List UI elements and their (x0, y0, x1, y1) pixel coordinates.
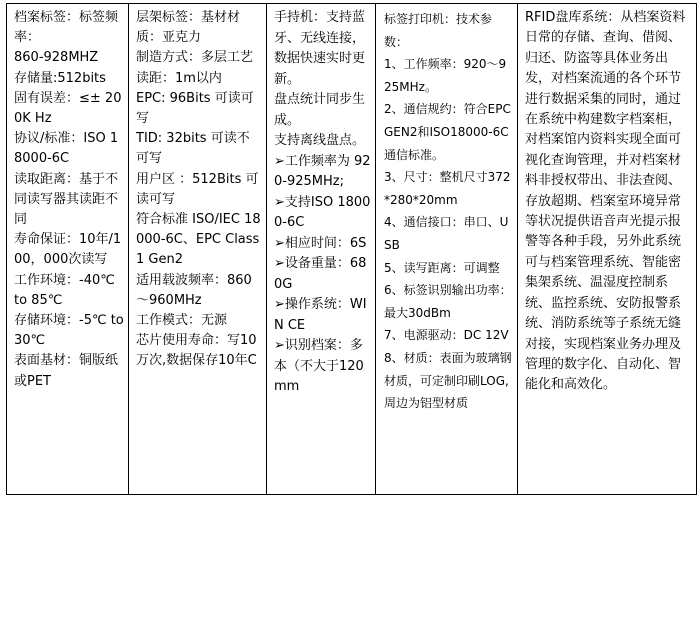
handheld-response-time: ➢相应时间：6S (274, 235, 367, 251)
handheld-spec-cell (267, 4, 376, 495)
tag-spec-cell (7, 4, 129, 495)
tag-frequency: 860-928MHZ (14, 50, 99, 66)
tag-protocol: 协议/标准：ISO 18000-6C (14, 131, 119, 167)
tag-material: 表面基材：铜版纸或PET (14, 353, 119, 389)
shelf-carrier-frequency: 适用载波频率：860～960MHz (136, 272, 252, 308)
tag-storage: 存储量:512bits (14, 70, 106, 86)
printer-frequency: 1、工作频率：920～925MHz。 (384, 57, 507, 94)
spec-table (6, 3, 697, 495)
handheld-recognition: ➢识别档案：多本（不大于120mm (274, 338, 364, 394)
inventory-system-description: RFID盘库系统：从档案资料日常的存储、查询、借阅、归还、防盗等具体业务出发，对档案流通的各个环节进行数据采集的同时，通过在系统中构建数字档案柜，对档案馆内资料实现全面可视化查询管理，并对档案材料非授权带出、非法查阅、存放超期、档案室环境异常等状况提供语音声光提示报警等各种手段，另外此系统可与档案管理系统、智能密集架系统、温湿度控制系统、监控系统、安防报警系统、消防系统等子系统无缝对接，实现档案业务办理及管理的数字化、自动化、智能化和高效化。 (525, 10, 686, 393)
shelf-tag-spec-cell (129, 4, 267, 495)
shelf-work-mode: 工作模式：无源 (136, 313, 228, 329)
printer-protocol: 2、通信规约：符合EPC GEN2和ISO18000-6C通信标准。 (384, 102, 511, 162)
tag-storage-env: 存储环境：-5℃ to 30℃ (14, 313, 124, 349)
printer-interface: 4、通信接口：串口、USB (384, 215, 509, 252)
handheld-title: 手持机：支持蓝牙、无线连接，数据快速实时更新。 (274, 10, 366, 87)
printer-power: 7、电源驱动：DC 12V (384, 328, 509, 343)
printer-read-distance: 5、读写距离：可调整 (384, 260, 500, 275)
tag-error: 固有误差：≤± 200K Hz (14, 90, 122, 127)
handheld-iso: ➢支持ISO 18000-6C (274, 194, 371, 230)
shelf-standard: 符合标准 ISO/IEC 18000-6C、EPC Class1 Gen2 (136, 212, 261, 268)
handheld-os: ➢操作系统：WIN CE (274, 297, 367, 333)
shelf-chip-lifetime: 芯片使用寿命：写10万次,数据保存10年C (136, 333, 257, 369)
tag-lifetime: 寿命保证：10年/100，000次读写 (14, 232, 122, 268)
printer-output-power: 6、标签识别输出功率：最大30dBm (384, 283, 512, 320)
tag-work-env: 工作环境：-40℃ to 85℃ (14, 272, 115, 308)
inventory-system-cell (518, 4, 697, 495)
printer-spec-cell (376, 4, 518, 495)
printer-title: 标签打印机：技术参数： (384, 12, 493, 49)
shelf-user-area: 用户区 ：512Bits 可读可写 (136, 171, 259, 207)
tag-read-distance: 读取距离：基于不同读写器其读距不同 (14, 171, 119, 228)
handheld-frequency: ➢工作频率为 920-925MHz; (274, 153, 371, 189)
shelf-title: 层架标签：基材材质：亚克力 (136, 10, 241, 46)
tag-title: 档案标签：标签频率： (14, 10, 119, 46)
handheld-weight: ➢设备重量：680G (274, 256, 367, 292)
shelf-read-distance: 读距：1m以内 (136, 70, 222, 86)
handheld-inventory: 盘点统计同步生成。 (274, 92, 366, 128)
shelf-epc: EPC: 96Bits 可读可写 (136, 90, 254, 127)
printer-material: 8、材质：表面为玻璃钢材质，可定制印刷LOG,周边为铝型材质 (384, 350, 512, 411)
table-row (7, 4, 697, 495)
printer-size: 3、尺寸：整机尺寸372*280*20mm (384, 170, 511, 207)
shelf-manufacture: 制造方式：多层工艺 (136, 50, 254, 66)
handheld-offline: 支持离线盘点。 (274, 133, 366, 148)
shelf-tid: TID: 32bits 可读不可写 (136, 131, 250, 167)
